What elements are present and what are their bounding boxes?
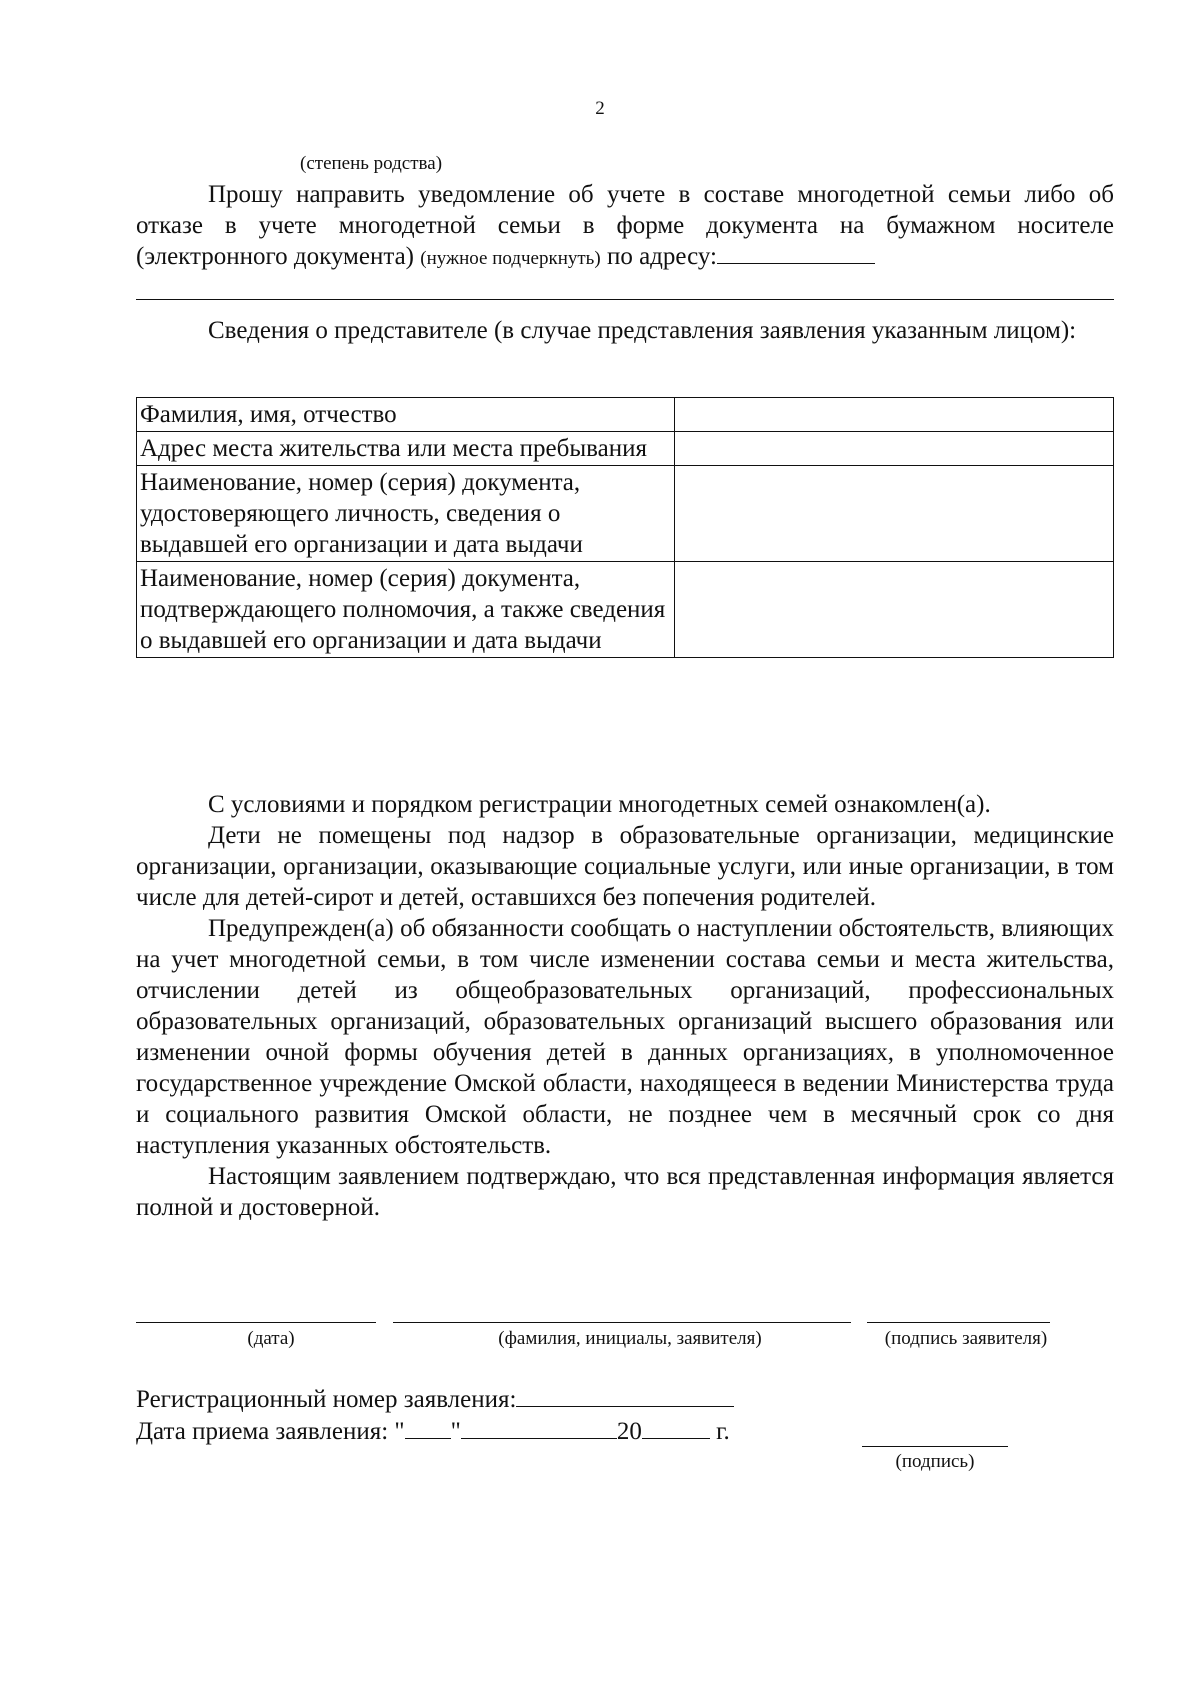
representative-heading: Сведения о представителе (в случае представления заявления указанным лицом): — [208, 317, 1077, 344]
year-line[interactable] — [642, 1416, 710, 1439]
row-label-fullname: Фамилия, имя, отчество — [137, 398, 675, 432]
notification-text: Прошу направить уведомление об учете в составе многодетной семьи либо об отказе в учете многодетной семьи в форме документа на бумажном носителе (электронного документа) — [136, 181, 1114, 270]
notification-paragraph — [136, 179, 1114, 274]
table-row — [137, 562, 1114, 658]
children-paragraph: Дети не помещены под надзор в образовательные организации, медицинские организации, организации, оказывающие социальные услуги, или иные организации, в том числе для детей-сирот и детей, оставшихся без попечения родителей. — [136, 822, 1114, 911]
row-label-identity-document: Наименование, номер (серия) документа, удостоверяющего личность, сведения о выдавшей его организации и дата выдачи — [137, 466, 675, 562]
receiver-signature-caption: (подпись) — [895, 1451, 975, 1472]
page-number: 2 — [595, 98, 605, 119]
acquainted-paragraph: С условиями и порядком регистрации многодетных семей ознакомлен(а). — [208, 791, 991, 818]
representative-table — [136, 397, 1114, 658]
row-value-authority-document[interactable] — [675, 562, 1114, 658]
reg-number-line[interactable] — [516, 1384, 734, 1407]
address-line[interactable] — [717, 241, 875, 264]
address-line-continued[interactable] — [136, 299, 1114, 300]
month-line[interactable] — [461, 1416, 617, 1439]
row-value-address[interactable] — [675, 432, 1114, 466]
row-value-identity-document[interactable] — [675, 466, 1114, 562]
row-label-address: Адрес места жительства или места пребывания — [137, 432, 675, 466]
address-label: по адресу: — [606, 243, 717, 270]
quote-close: " — [450, 1418, 461, 1445]
statements — [136, 789, 1114, 1223]
receiver-signature-line[interactable] — [862, 1446, 1008, 1447]
row-value-fullname[interactable] — [675, 398, 1114, 432]
date-received-row — [136, 1416, 730, 1447]
reg-number-label: Регистрационный номер заявления: — [136, 1386, 517, 1413]
day-line[interactable] — [405, 1416, 451, 1439]
name-caption: (фамилия, инициалы, заявителя) — [498, 1328, 762, 1349]
table-row — [137, 398, 1114, 432]
date-received-label: Дата приема заявления: " — [136, 1418, 405, 1445]
year-prefix: 20 — [616, 1418, 642, 1445]
signature-line[interactable] — [867, 1322, 1050, 1323]
table-row — [137, 432, 1114, 466]
warned-paragraph: Предупрежден(а) об обязанности сообщать о наступлении обстоятельств, влияющих на учет многодетной семьи, в том числе изменении состава семьи и места жительства, отчислении детей из общеобразовательных организаций, профессиональных образовательных организаций, образовательных организаций высшего образования или изменении очной формы обучения детей в данных организациях, в уполномоченное государственное учреждение Омской области, находящееся в ведении Министерства труда и социального развития Омской области, не позднее чем в месячный срок со дня наступления указанных обстоятельств. — [136, 915, 1114, 1159]
year-suffix: г. — [709, 1418, 730, 1445]
date-caption: (дата) — [247, 1328, 295, 1349]
table-row — [137, 466, 1114, 562]
reg-number-row — [136, 1384, 734, 1415]
confirm-paragraph: Настоящим заявлением подтверждаю, что вся представленная информация является полной и достоверной. — [136, 1163, 1114, 1221]
row-label-authority-document: Наименование, номер (серия) документа, подтверждающего полномочия, а также сведения о выдавшей его организации и дата выдачи — [137, 562, 675, 658]
name-line[interactable] — [393, 1322, 851, 1323]
kinship-caption: (степень родства) — [300, 153, 443, 174]
signature-caption: (подпись заявителя) — [884, 1328, 1048, 1349]
date-line[interactable] — [136, 1322, 376, 1323]
underline-note: (нужное подчеркнуть) — [420, 248, 601, 269]
